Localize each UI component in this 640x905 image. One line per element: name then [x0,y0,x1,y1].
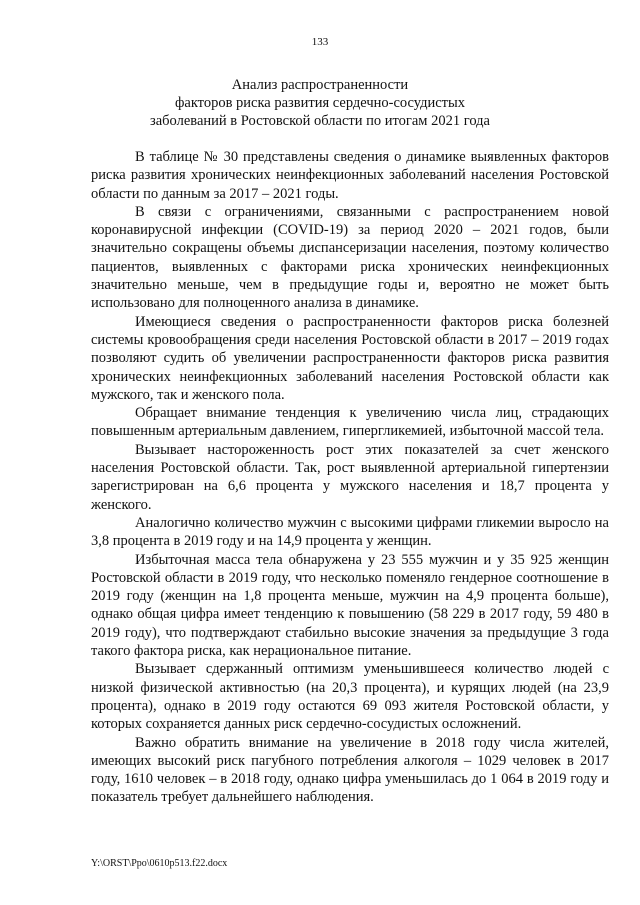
paragraph: Важно обратить внимание на увеличение в 2018 году числа жителей, имеющих высокий риск пагубного потребления алкоголя – 1029 человек в 2017 году, 1610 человек – в 2018 году, однако цифра уменьшилась до 1 064 в 2019 году и показатель требует дальнейшего наблюдения. [91,734,609,806]
paragraph: В таблице № 30 представлены сведения о динамике выявленных факторов риска развития хронических неинфекционных заболеваний населения Ростовской области по данным за 2017 – 2021 годы. [91,149,609,202]
title-line-2: факторов риска развития сердечно-сосудистых [174,95,465,111]
paragraph: Обращает внимание тенденция к увеличению числа лиц, страдающих повышенным артериальным давлением, гипергликемией, избыточной массой тела. [91,405,609,440]
document-body [91,148,609,807]
paragraph: Имеющиеся сведения о распространенности факторов риска болезней системы кровообращения среди населения Ростовской области в 2017 – 2019 годах позволяют судить об увеличении распространенности факторов риска развития хронических неинфекционных заболеваний населения Ростовской области как мужского, так и женского пола. [91,313,609,403]
document-title [82,76,558,130]
title-line-3: заболеваний в Ростовской области по итогам 2021 года [150,113,490,129]
paragraph: Аналогично количество мужчин с высокими цифрами гликемии выросло на 3,8 процента в 2019 году и на 14,9 процента у женщин. [91,514,609,550]
paragraph: Вызывает настороженность рост этих показателей за счет женского населения Ростовской области. Так, рост выявленной артериальной гипертензии зарегистрирован на 6,6 процента у мужского населения и 18,7 процента у женского. [91,441,609,513]
title-line-1: Анализ распространенности [231,77,409,93]
file-path-footer: Y:\ORST\Ppo\0610p513.f22.docx [91,858,228,869]
paragraph: В связи с ограничениями, связанными с распространением новой коронавирусной инфекции (COVID-19) за период 2020 – 2021 годов, были значительно сокращены объемы диспансеризации населения, поэтому количество пациентов, выявленных с факторами риска хронических неинфекционных значительно меньше, чем в предыдущие годы и, вероятно не может быть использовано для полноценного анализа в динамике. [91,203,609,312]
page-number: 133 [311,36,329,48]
paragraph: Избыточная масса тела обнаружена у 23 555 мужчин и у 35 925 женщин Ростовской области в 2019 году, что несколько поменяло гендерное соотношение в 2019 году (женщин на 1,8 процента меньше, мужчин на 4,9 процента больше), однако общая цифра имеет тенденцию к повышению (58 229 в 2017 году, 59 480 в 2019 году), что подтверждают стабильно высокие значения за предыдущие 3 года такого фактора риска, как нерациональное питание. [91,551,609,660]
paragraph: Вызывает сдержанный оптимизм уменьшившееся количество людей с низкой физической активностью (на 20,3 процента), и курящих людей (на 23,9 процента), однако в 2019 году остаются 69 093 жителя Ростовской области, у которых сохраняется данных риск сердечно-сосудистых осложнений. [91,661,609,733]
